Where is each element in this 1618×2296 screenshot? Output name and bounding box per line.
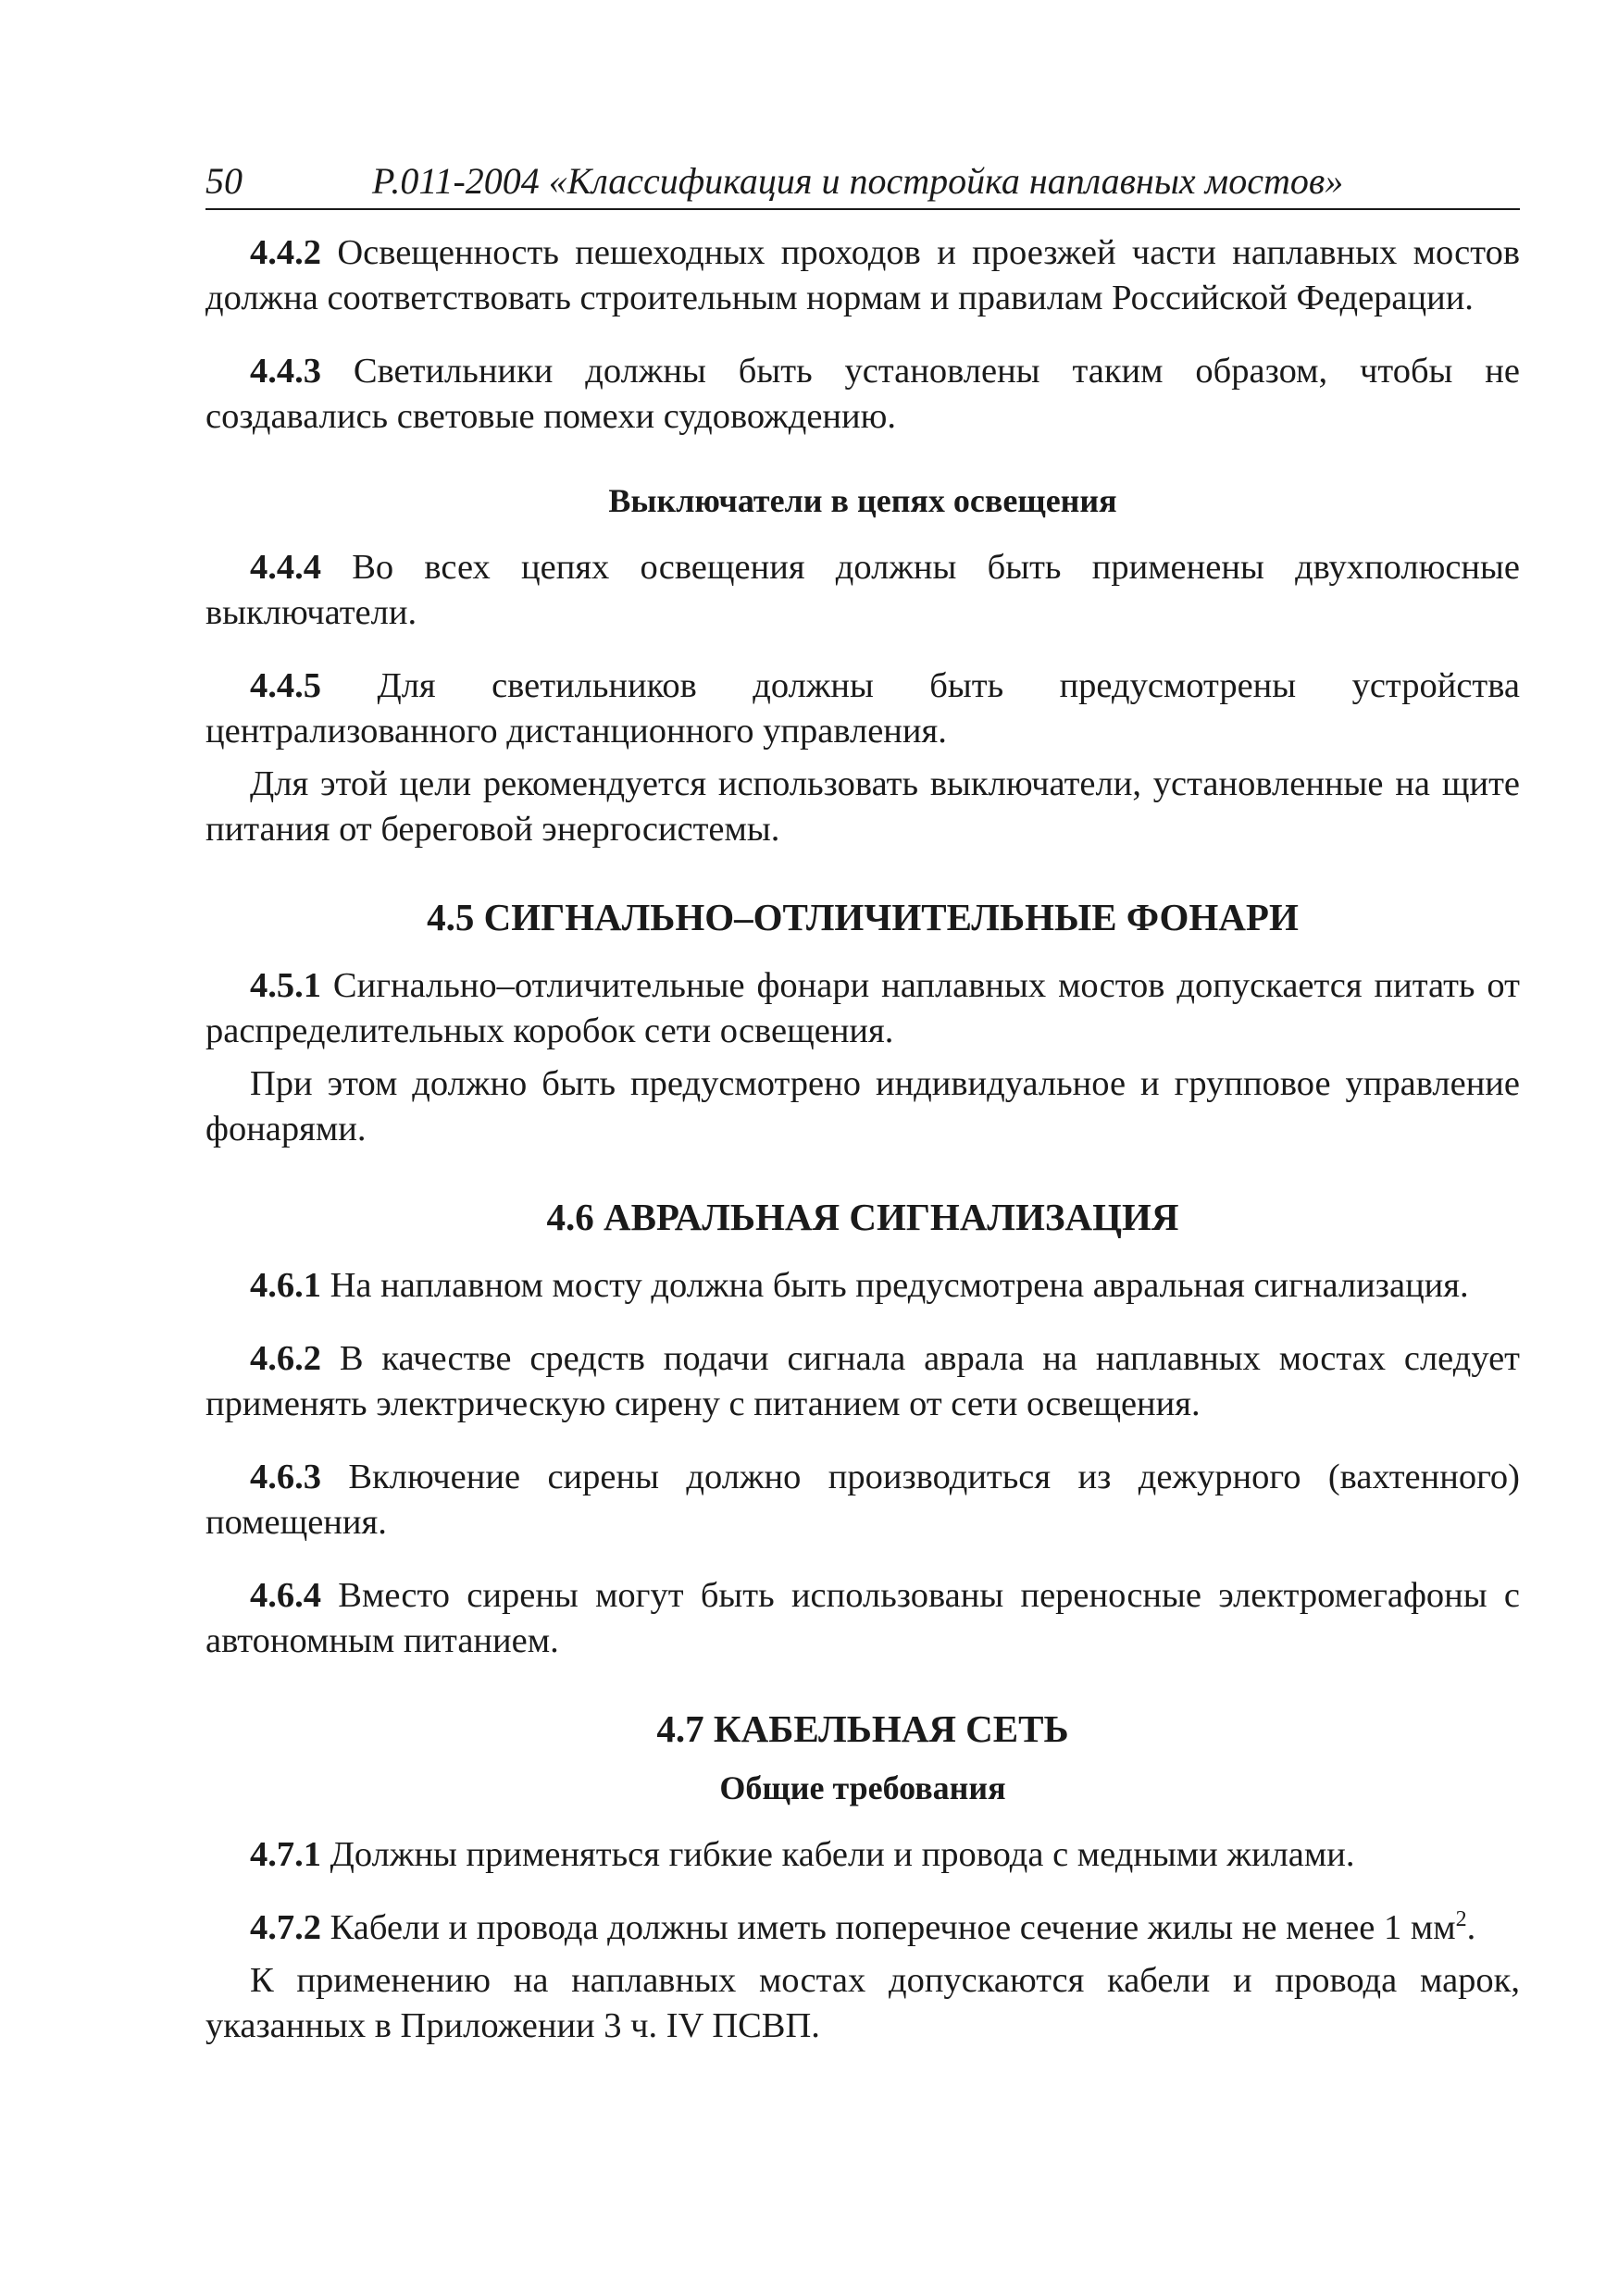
paragraph-4-7-1: 4.7.1 Должны применяться гибкие кабели и провода с медными жилами.	[250, 1835, 1355, 1874]
section-title-4-7: 4.7 КАБЕЛЬНАЯ СЕТЬ	[656, 1707, 1069, 1750]
document-page	[205, 153, 1520, 2049]
paragraph-4-5-1: 4.5.1 Сигнально–отличительные фонари наплавных мостов допускается питать от распределительных коробок сети освещения.	[205, 966, 1520, 1050]
superscript: 2	[1455, 1907, 1467, 1932]
paragraph-4-6-4: 4.6.4 Вместо сирены могут быть использованы переносные электромегафоны с автономным питанием.	[205, 1576, 1520, 1660]
document-title: Р.011-2004 «Классификация и постройка наплавных мостов»	[372, 160, 1344, 202]
paragraph-4-6-2: 4.6.2 В качестве средств подачи сигнала аврала на наплавных мостах следует применять электрическую сирену с питанием от сети освещения.	[205, 1339, 1520, 1423]
paragraph-4-6-3: 4.6.3 Включение сирены должно производиться из дежурного (вахтенного) помещения.	[205, 1458, 1520, 1542]
paragraph-4-4-5: 4.4.5 Для светильников должны быть предусмотрены устройства централизованного дистанционного управления.	[205, 666, 1520, 751]
section-title-4-6: 4.6 АВРАЛЬНАЯ СИГНАЛИЗАЦИЯ	[546, 1196, 1179, 1238]
paragraph-4-6-1: 4.6.1 На наплавном мосту должна быть предусмотрена авральная сигнализация.	[250, 1266, 1469, 1305]
paragraph-4-5-1-continued: При этом должно быть предусмотрено индивидуальное и групповое управление фонарями.	[205, 1064, 1520, 1148]
paragraph-4-4-3: 4.4.3 Светильники должны быть установлены таким образом, чтобы не создавались световые помехи судовождению.	[205, 352, 1520, 436]
section-title-4-5: 4.5 СИГНАЛЬНО–ОТЛИЧИТЕЛЬНЫЕ ФОНАРИ	[427, 896, 1299, 938]
paragraph-4-4-5-continued: Для этой цели рекомендуется использовать выключатели, установленные на щите питания от береговой энергосистемы.	[205, 764, 1520, 849]
paragraph-4-4-2: 4.4.2 Освещенность пешеходных проходов и проезжей части наплавных мостов должна соответствовать строительным нормам и правилам Российской Федерации.	[205, 233, 1520, 317]
paragraph-4-7-2: 4.7.2 Кабели и провода должны иметь поперечное сечение жилы не менее 1 $мм^2$.	[250, 1907, 1476, 1947]
paragraph-4-4-4: 4.4.4 Во всех цепях освещения должны быть применены двухполюсные выключатели.	[205, 548, 1520, 632]
paragraph-4-7-2-continued: К применению на наплавных мостах допускаются кабели и провода марок, указанных в Приложении 3 ч. IV ПСВП.	[205, 1961, 1520, 2045]
page-number: 50	[205, 160, 243, 202]
subheading-switches: Выключатели в цепях освещения	[608, 482, 1117, 519]
running-header	[205, 153, 1520, 210]
subheading-general-requirements: Общие требования	[719, 1769, 1006, 1806]
